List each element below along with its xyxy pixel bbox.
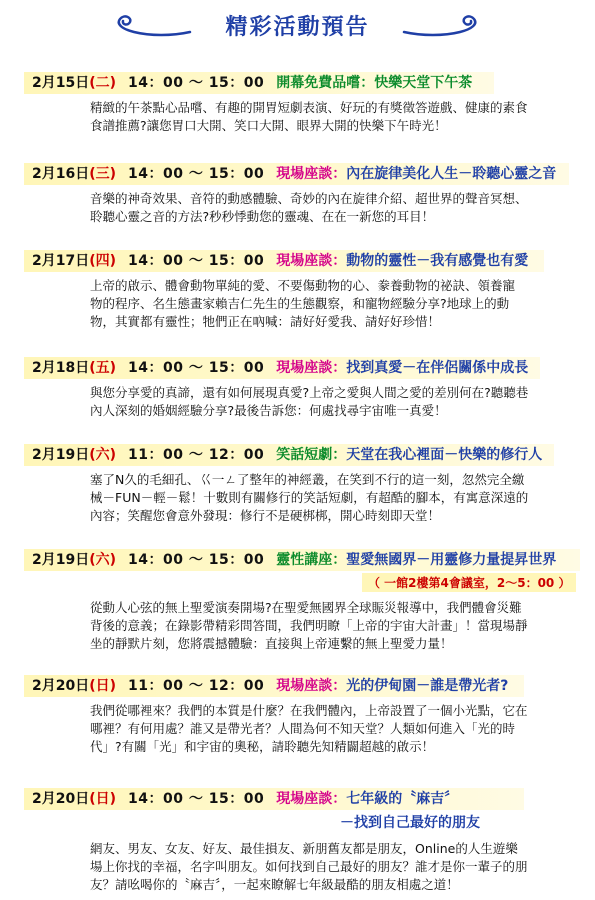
event-description: 我們從哪裡來？我們的本質是什麼？在我們體內，上帝設置了一個小光點，它在哪裡？有何用處？誰又是帶光者？人間為何不知天堂？人類如何進入「光的時代」?有關「光」和宇宙的奧秘，請聆聽先知精闢超越的啟示！ bbox=[90, 703, 528, 754]
event-weekday: (六) bbox=[89, 552, 117, 568]
right-swirl-ornament-icon bbox=[402, 12, 482, 42]
event-location-note: （ 一館2樓第4會議室，2～5：00 ） bbox=[362, 573, 576, 592]
event-subject: 天堂在我心裡面－快樂的修行人 bbox=[346, 447, 543, 463]
event-date: 2月15日 bbox=[32, 75, 90, 91]
event-subject: 內在旋律美化人生－聆聽心靈之音 bbox=[346, 166, 557, 182]
event-subject-line2: －找到自己最好的朋友 bbox=[340, 815, 480, 831]
event-date: 2月18日 bbox=[32, 360, 90, 376]
event-time: 14：00 ～ 15：00 bbox=[128, 552, 265, 568]
event-header bbox=[32, 788, 458, 810]
page-header bbox=[0, 8, 595, 44]
event-weekday: (六) bbox=[89, 447, 117, 463]
page-title: 精彩活動預告 bbox=[225, 15, 370, 40]
event-description: 與您分享愛的真諦，還有如何展現真愛?上帝之愛與人間之愛的差別何在?聽聽巷內人深刻的婚姻經驗分享?最後告訴您：何處找尋宇宙唯一真愛！ bbox=[90, 385, 529, 418]
event-subject: 快樂天堂下午茶 bbox=[374, 75, 473, 91]
event-time: 14：00 ～ 15：00 bbox=[128, 360, 265, 376]
event-description: 塞了N久的毛細孔、巜一ㄥ了整年的神經叢，在笑到不行的這一刻，忽然完全繳械－FUN－輕－鬆！十數則有關修行的笑話短劇，有超酷的腳本，有寓意深遠的內容；笑醒您會意外發現：修行不是硬梆梆，開心時刻即天堂！ bbox=[90, 472, 529, 523]
event-header bbox=[32, 444, 542, 466]
event-subject: 光的伊甸園－誰是帶光者? bbox=[346, 678, 509, 694]
event-category: 開幕免費品嚐： bbox=[276, 75, 375, 91]
event-date: 2月20日 bbox=[32, 791, 90, 807]
event-weekday: (四) bbox=[89, 253, 117, 269]
event-date: 2月20日 bbox=[32, 678, 90, 694]
event-subject: 找到真愛－在伴侶關係中成長 bbox=[346, 360, 529, 376]
event-header bbox=[32, 675, 508, 697]
event-time: 11：00 ～ 12：00 bbox=[128, 447, 265, 463]
event-description: 精緻的午茶點心品嚐、有趣的開胃短劇表演、好玩的有獎徵答遊戲、健康的素食食譜推薦?讓您胃口大開、笑口大開、眼界大開的快樂下午時光！ bbox=[90, 100, 528, 133]
event-weekday: (三) bbox=[89, 166, 117, 182]
event-category: 笑話短劇： bbox=[276, 447, 347, 463]
event-date: 2月16日 bbox=[32, 166, 90, 182]
event-category: 現場座談： bbox=[276, 360, 347, 376]
event-date: 2月19日 bbox=[32, 447, 90, 463]
event-category: 現場座談： bbox=[276, 166, 347, 182]
event-category: 靈性講座： bbox=[276, 552, 347, 568]
event-subject: 七年級的〝麻吉〞 bbox=[346, 791, 459, 807]
event-weekday: (五) bbox=[89, 360, 117, 376]
event-header bbox=[32, 549, 556, 571]
event-header bbox=[32, 72, 472, 94]
event-weekday: (二) bbox=[89, 75, 117, 91]
event-category: 現場座談： bbox=[276, 791, 347, 807]
event-category: 現場座談： bbox=[276, 678, 347, 694]
event-header bbox=[32, 357, 528, 379]
event-time: 14：00 ～ 15：00 bbox=[128, 791, 265, 807]
event-description: 網友、男友、女友、好友、最佳損友、新朋舊友都是朋友，Online的人生遊樂場上你找的幸福，名字叫朋友。如何找到自己最好的朋友？誰才是你一輩子的朋友？請吆喝你的〝麻吉〞，一起來瞭解七年級最酷的朋友相處之道！ bbox=[90, 841, 528, 892]
event-subject: 聖愛無國界－用靈修力量提昇世界 bbox=[346, 552, 557, 568]
event-header bbox=[32, 163, 556, 185]
event-time: 14：00 ～ 15：00 bbox=[128, 253, 265, 269]
event-time: 14：00 ～ 15：00 bbox=[128, 166, 265, 182]
event-weekday: (日) bbox=[89, 678, 117, 694]
event-header bbox=[32, 250, 528, 272]
event-description: 上帝的啟示、體會動物單純的愛、不要傷動物的心、豢養動物的祕訣、領養寵物的程序、名生態畫家賴吉仁先生的生態觀察，和寵物經驗分享?地球上的動物，其實都有靈性；牠們正在吶喊：請好好愛我、請好好珍惜！ bbox=[90, 278, 516, 329]
event-time: 14：00 ～ 15：00 bbox=[128, 75, 265, 91]
event-description: 從動人心弦的無上聖愛演奏開場?在聖愛無國界全球賑災報導中，我們體會災難背後的意義；在錄影帶精彩問答間，我們明瞭「上帝的宇宙大計畫」！當現場靜坐的靜默片刻，您將震撼體驗：直接與上帝連繫的無上聖愛力量！ bbox=[90, 600, 528, 651]
event-description: 音樂的神奇效果、音符的動感體驗、奇妙的內在旋律介紹、超世界的聲音冥想、聆聽心靈之音的方法?秒秒悸動您的靈魂、在在一新您的耳目！ bbox=[90, 191, 528, 224]
event-date: 2月19日 bbox=[32, 552, 90, 568]
event-date: 2月17日 bbox=[32, 253, 90, 269]
event-time: 11：00 ～ 12：00 bbox=[128, 678, 265, 694]
event-category: 現場座談： bbox=[276, 253, 347, 269]
event-weekday: (日) bbox=[89, 791, 117, 807]
event-subject: 動物的靈性－我有感覺也有愛 bbox=[346, 253, 529, 269]
